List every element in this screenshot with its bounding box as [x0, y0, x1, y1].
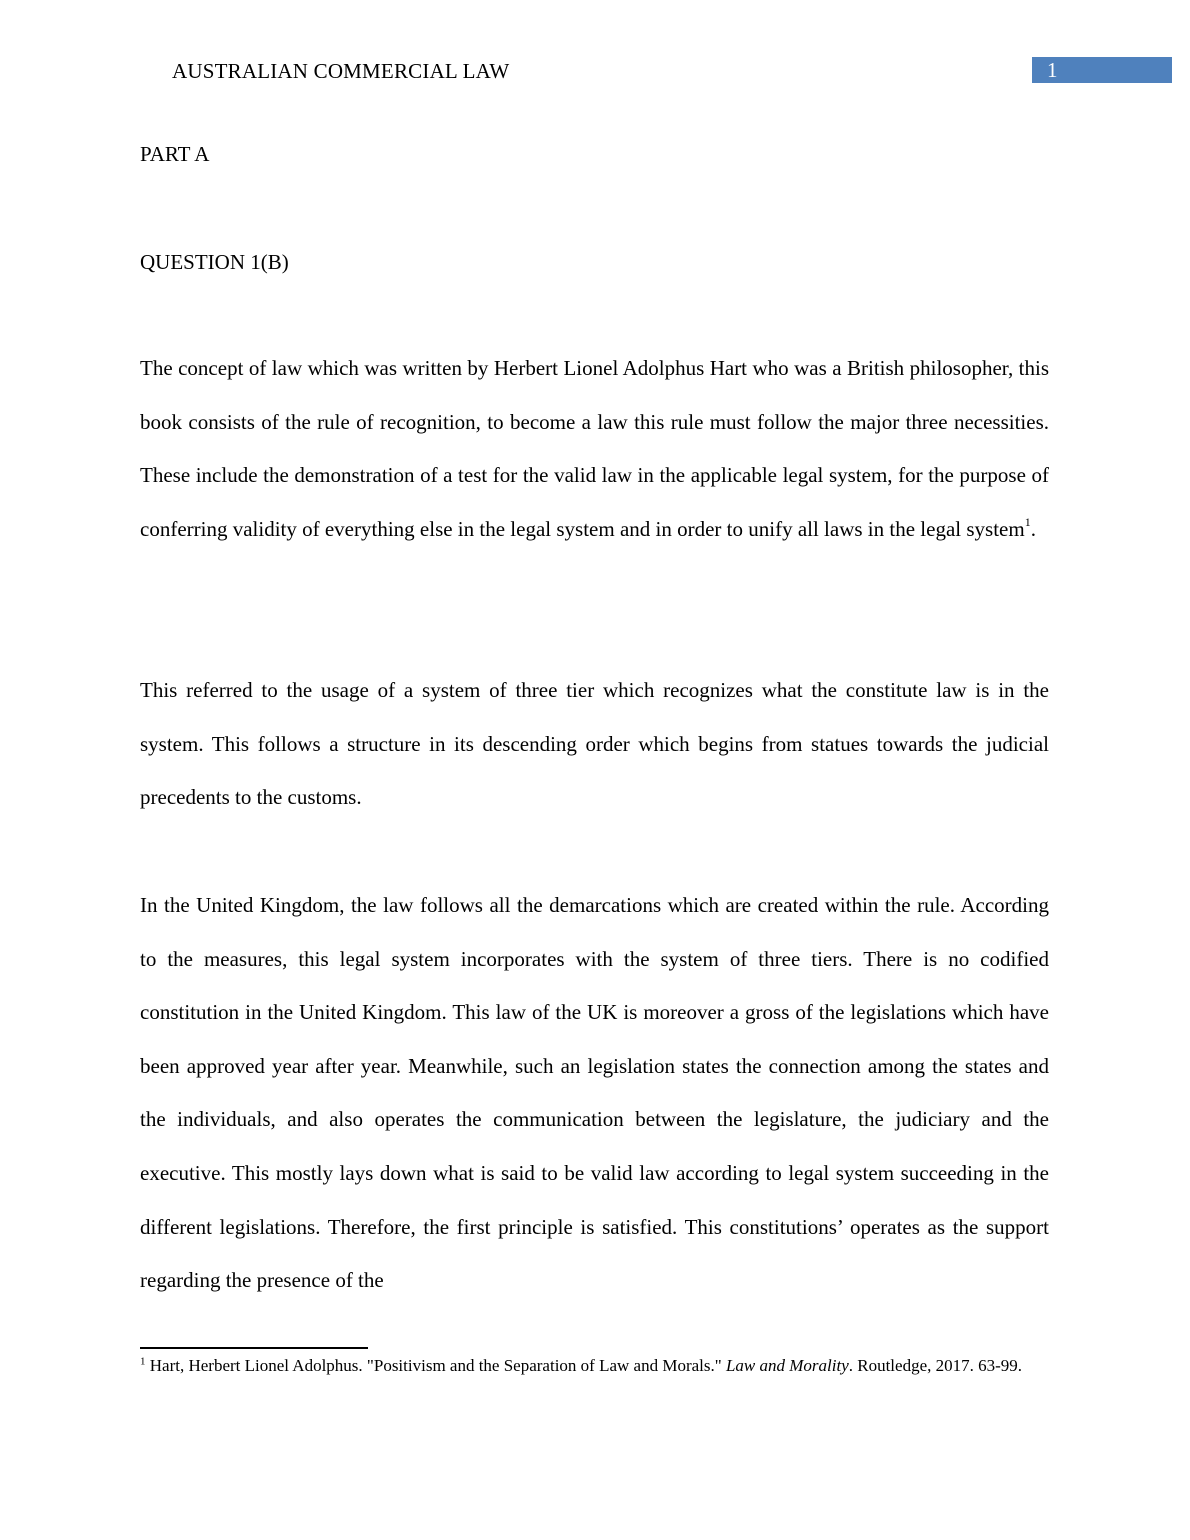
- footnote-reference: 1: [1024, 514, 1031, 529]
- page-number-badge: [1032, 57, 1172, 83]
- paragraph-1: [140, 342, 1049, 556]
- running-header-title: AUSTRALIAN COMMERCIAL LAW: [172, 59, 510, 83]
- question-heading: QUESTION 1(B): [140, 250, 289, 274]
- paragraph-2: This referred to the usage of a system of three tier which recognizes what the constitute law is in the system. This follows a structure in its descending order which begins from statues towards the judicial precedents to the customs.: [140, 678, 1049, 810]
- footnote-text-after: . Routledge, 2017. 63-99.: [848, 1356, 1023, 1375]
- footnote-italic-title: Law and Morality: [725, 1356, 849, 1375]
- footnote-number: 1: [140, 1355, 146, 1368]
- footnote-text-before: Hart, Herbert Lionel Adolphus. "Positivism and the Separation of Law and Morals.": [145, 1356, 726, 1375]
- part-heading: PART A: [140, 142, 210, 166]
- footnote-separator: [140, 1347, 368, 1349]
- paragraph-3: In the United Kingdom, the law follows all the demarcations which are created within the rule. According to the measures, this legal system incorporates with the system of three tiers. There is no codified constitution in the United Kingdom. This law of the UK is moreover a gross of the legislations which have been approved year after year. Meanwhile, such an legislation states the connection among the states and the individuals, and also operates the communication between the legislature, the judiciary and the executive. This mostly lays down what is said to be valid law according to legal system succeeding in the different legislations. Therefore, the first principle is satisfied. This constitutions’ operates as the support regarding the presence of the: [140, 893, 1049, 1293]
- paragraph-1-end: .: [1030, 516, 1036, 541]
- page-number: 1: [1047, 58, 1058, 82]
- paragraph-1-text: The concept of law which was written by Herbert Lionel Adolphus Hart who was a British philosopher, this book consists of the rule of recognition, to become a law this rule must follow the major three necessities. These include the demonstration of a test for the valid law in the applicable legal system, for the purpose of conferring validity of everything else in the legal system and in order to unify all laws in the legal system: [140, 356, 1049, 541]
- footnote-1: [140, 1354, 1049, 1377]
